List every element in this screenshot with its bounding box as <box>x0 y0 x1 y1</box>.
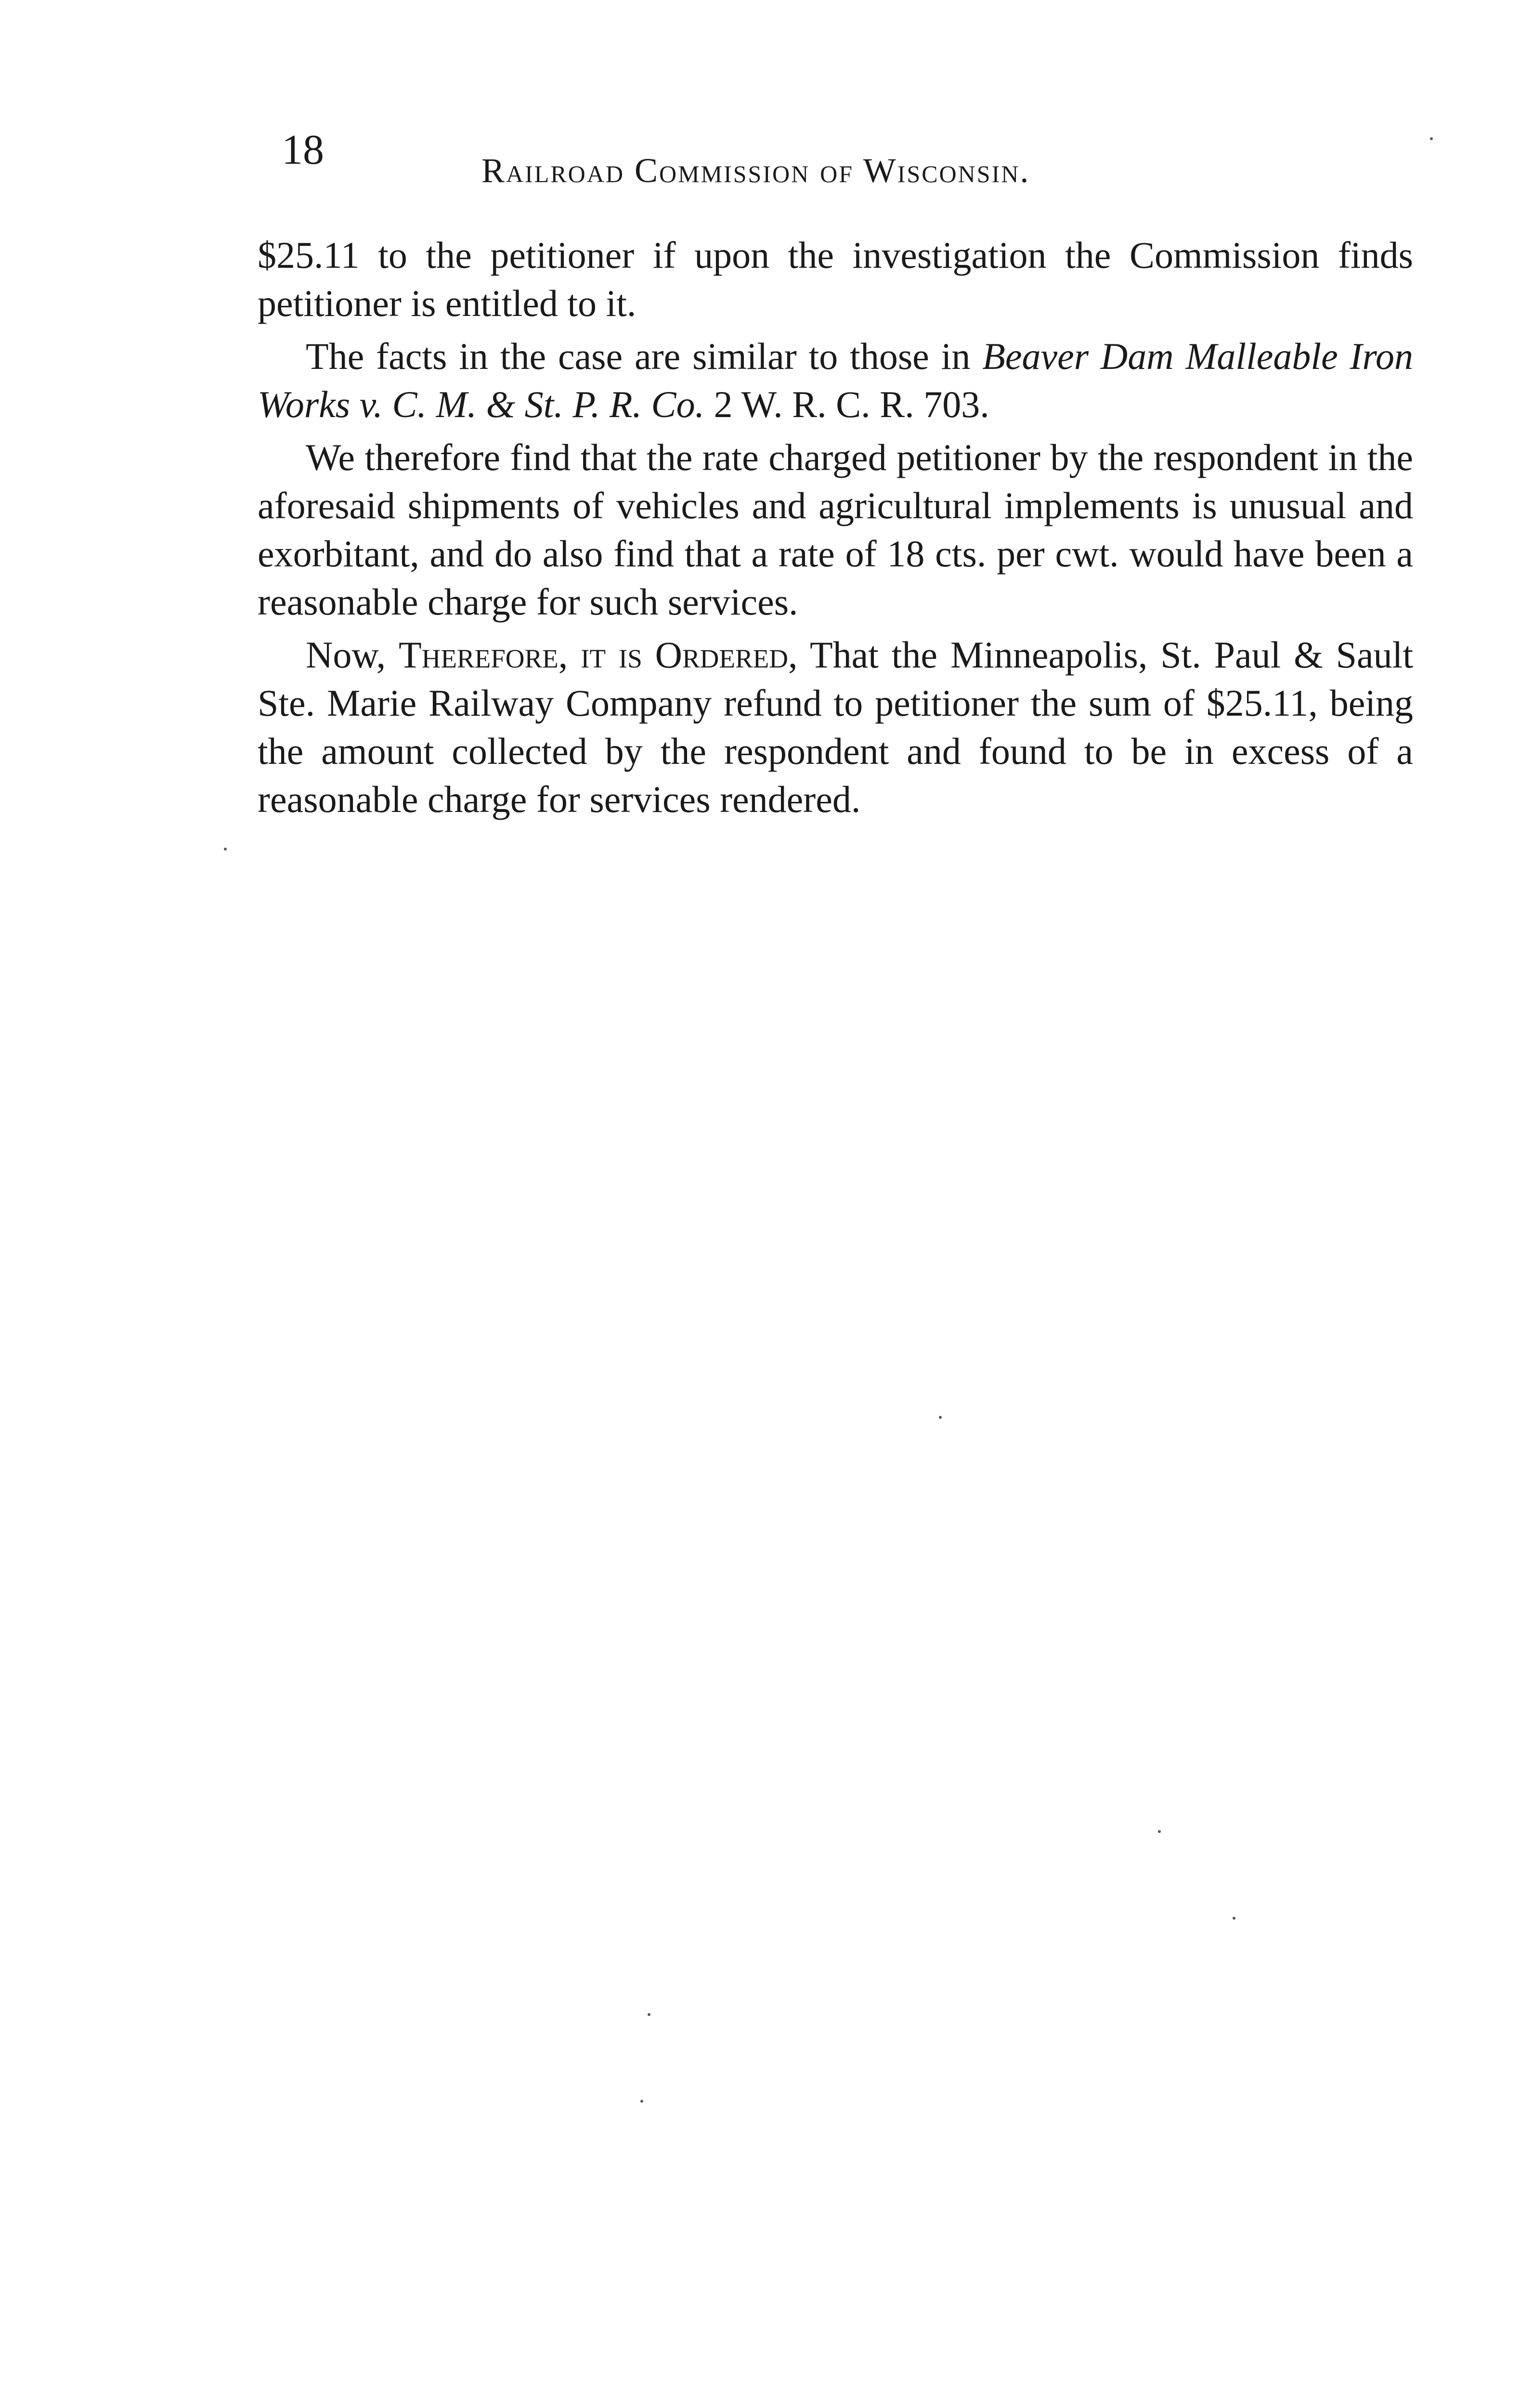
scan-speck <box>1233 1917 1235 1920</box>
order-therefore: Therefore, it is Ordered <box>398 634 788 676</box>
running-head: Railroad Commission of Wisconsin. <box>481 151 1030 190</box>
paragraph-facts <box>258 332 1413 429</box>
case-citation: 2 W. R. C. R. 703. <box>704 383 989 425</box>
scan-speck <box>1430 137 1433 140</box>
scan-speck <box>939 1416 942 1419</box>
scan-speck <box>648 2013 650 2016</box>
paragraph-facts-lead: The facts in the case are similar to those in <box>306 335 983 377</box>
case-name: Beaver Dam Malleable Iron Works v. C. M. & St. P. R. Co. <box>258 335 1413 425</box>
paragraph-finding: We therefore find that the rate charged petitioner by the respondent in the aforesaid shipments of vehicles and agricultural implements is unusual and exorbitant, and do also find that a rate of 18 cts. per cwt. would have been a reasonable charge for such services. <box>258 436 1413 623</box>
scan-speck <box>224 848 227 851</box>
scan-speck <box>1158 1830 1161 1833</box>
paragraph-continued: $25.11 to the petitioner if upon the investigation the Commission finds petitioner is entitled to it. <box>258 234 1413 324</box>
paragraph-order <box>258 631 1413 824</box>
body-text <box>258 231 1413 828</box>
scan-speck <box>640 2100 643 2103</box>
page-number: 18 <box>282 127 324 173</box>
order-now: Now, <box>306 634 399 676</box>
order-rest: , That the Minneapolis, St. Paul & Sault Ste. Marie Railway Company refund to petitioner the sum of $25.11, being the amount collected by the respondent and found to be in excess of a reasonable charge for services rendered. <box>258 634 1414 820</box>
